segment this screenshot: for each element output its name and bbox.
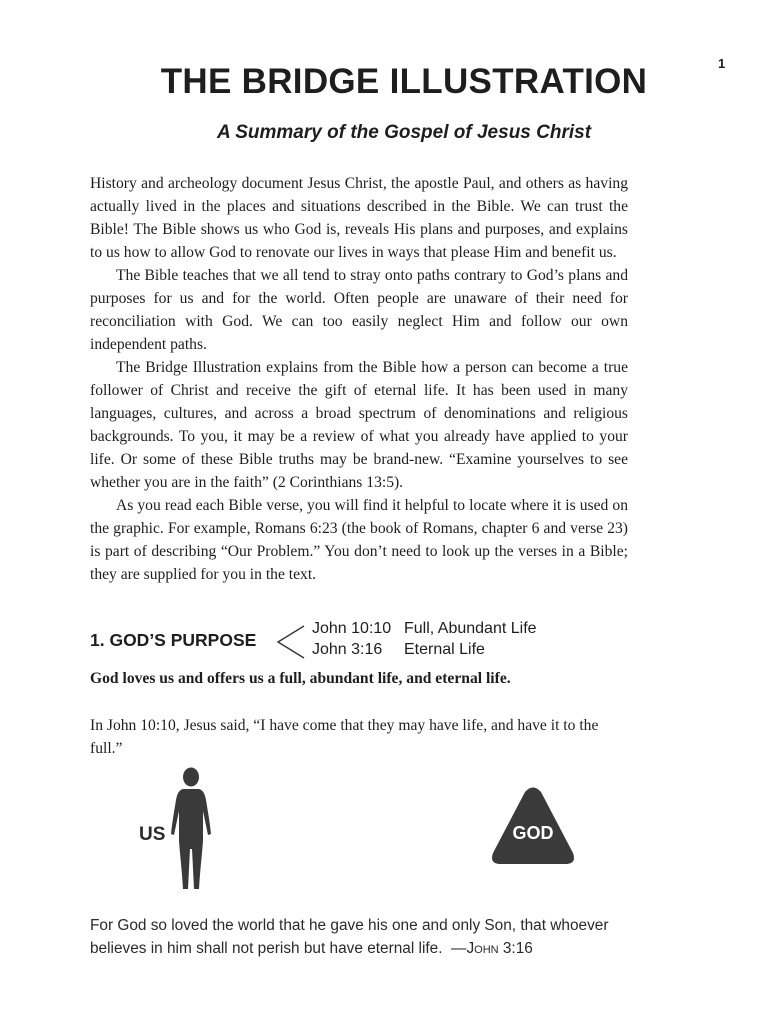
section-title: 1. GOD’S PURPOSE: [90, 630, 257, 650]
section-gods-purpose: [90, 618, 630, 664]
reference-description: Full, Abundant Life: [404, 620, 537, 637]
god-label: GOD: [512, 823, 554, 843]
paragraph-4: As you read each Bible verse, you will find it helpful to locate where it is used on the graphic. For example, Romans 6:23 (the book of Romans, chapter 6 and verse 23) is part of describing “Our Problem.” You don’t need to look up the verses in a Bible; they are supplied for you in the text.: [90, 497, 628, 583]
page-subtitle: A Summary of the Gospel of Jesus Christ: [216, 122, 592, 143]
paragraph-1: History and archeology document Jesus Christ, the apostle Paul, and others as having actually lived in the places and situations described in the Bible. We can trust the Bible! The Bible shows us who God is, reveals His plans and purposes, and explains to us how to allow God to renovate our lives in ways that please Him and benefit us.: [90, 175, 628, 261]
reference-verse: John 10:10: [312, 620, 392, 637]
page-number: 1: [718, 56, 726, 71]
paragraph-2: The Bible teaches that we all tend to stray onto paths contrary to God’s plans and purposes for us and for the world. Often people are unaware of their need for reconciliation with God. We can too easily neglect Him and follow our own independent paths.: [90, 267, 628, 353]
reference-verse: John 3:16: [312, 641, 383, 658]
bracket-icon: [276, 624, 306, 660]
reference-row: [312, 641, 485, 659]
footer-citation: —John 3:16: [451, 940, 533, 957]
key-statement: God loves us and offers us a full, abundant life, and eternal life.: [90, 670, 511, 687]
intro-text: [90, 172, 628, 586]
john-quote: In John 10:10, Jesus said, “I have come that they may have life, and have it to the full.”: [90, 717, 599, 757]
paragraph-3: The Bridge Illustration explains from the Bible how a person can become a true follower of Christ and receive the gift of eternal life. It has been used in many languages, cultures, and across a broad spectrum of denominations and religious backgrounds. To you, it may be a review of what you already have applied to your life. Or some of these Bible truths may be brand-new. “Examine yourselves to see whether you are in the faith” (2 Corinthians 13:5).: [90, 359, 628, 491]
footer-verse-text: For God so loved the world that he gave his one and only Son, that whoever believes in him shall not perish but have eternal life.: [90, 917, 609, 957]
us-label: US: [139, 824, 166, 845]
person-icon: [170, 767, 212, 891]
page-title: THE BRIDGE ILLUSTRATION: [160, 62, 648, 101]
reference-description: Eternal Life: [404, 641, 485, 658]
reference-row: [312, 620, 537, 638]
footer-verse: [90, 914, 630, 960]
